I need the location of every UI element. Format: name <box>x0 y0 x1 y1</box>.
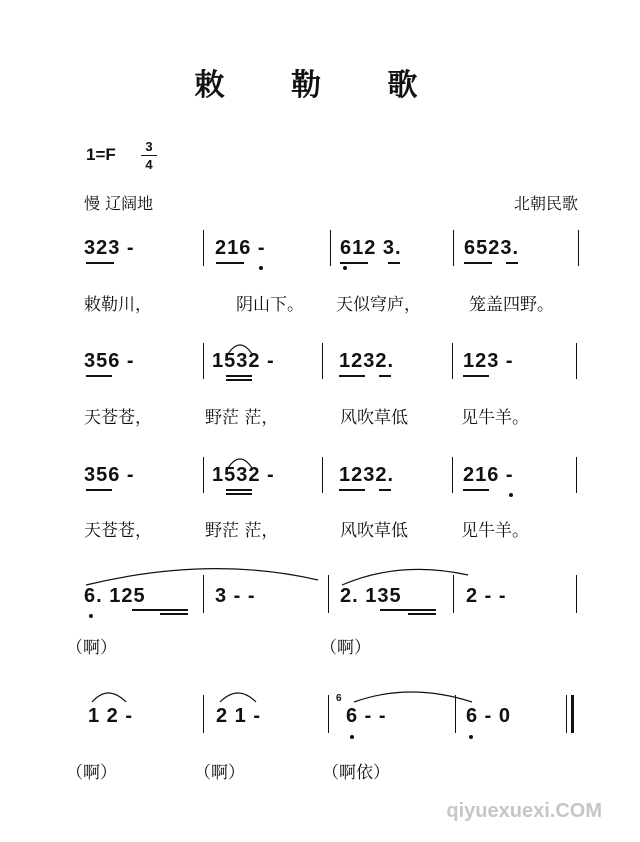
underline <box>226 489 252 491</box>
low-octave-dot <box>350 735 354 739</box>
lyric-3-4: 见牛羊。 <box>461 521 529 541</box>
measure-5-4: 6 - 0 <box>466 705 512 727</box>
time-signature <box>141 139 157 172</box>
tempo-marking: 慢 辽阔地 <box>84 194 154 213</box>
final-barline-thick <box>571 695 574 733</box>
lyric-2-1: 天苍苍， <box>84 408 152 428</box>
underline <box>388 262 400 264</box>
measure-5-3: 6 - - <box>346 705 387 727</box>
underline <box>408 613 436 615</box>
measure-2-4: 123 - <box>463 350 514 372</box>
measure-4-3: 2. 135 <box>340 585 402 607</box>
underline <box>339 489 365 491</box>
lyric-3-3: 风吹草低 <box>340 521 408 541</box>
measure-4-4: 2 - - <box>466 585 507 607</box>
slur <box>92 693 126 702</box>
song-credit: 北朝民歌 <box>513 194 578 213</box>
measure-3-1: 356 - <box>84 464 135 486</box>
grace-note: 6 <box>336 693 342 704</box>
underline <box>339 375 365 377</box>
time-signature-top: 3 <box>145 139 153 154</box>
lyric-2-4: 见牛羊。 <box>461 408 529 428</box>
low-octave-dot <box>259 266 263 270</box>
barline <box>322 343 323 379</box>
underline <box>86 489 112 491</box>
lyric-4-3: （啊） <box>320 638 371 658</box>
time-signature-bottom: 4 <box>145 157 153 172</box>
measure-2-1: 356 - <box>84 350 135 372</box>
low-octave-dot <box>89 614 93 618</box>
measure-1-1: 323 - <box>84 237 135 259</box>
underline <box>132 609 188 611</box>
barline <box>578 230 579 266</box>
barline <box>452 343 453 379</box>
measure-1-3: 612 3. <box>340 237 402 259</box>
underline <box>463 375 489 377</box>
lyric-1-4: 笼盖四野。 <box>469 295 554 315</box>
measure-1-4: 6523. <box>464 237 520 259</box>
lyric-2-3: 风吹草低 <box>340 408 408 428</box>
measure-2-2: 1532 - <box>212 350 275 372</box>
underline <box>506 262 518 264</box>
measure-3-3: 1232. <box>339 464 395 486</box>
underline <box>340 262 368 264</box>
barline <box>328 695 329 733</box>
low-octave-dot <box>343 266 347 270</box>
underline <box>226 379 252 381</box>
lyric-3-1: 天苍苍， <box>84 521 152 541</box>
barline <box>453 575 454 613</box>
low-octave-dot <box>509 493 513 497</box>
measure-5-1: 1 2 - <box>88 705 134 727</box>
underline <box>379 375 391 377</box>
lyric-5-2: （啊） <box>194 763 245 783</box>
underline <box>463 489 489 491</box>
barline <box>203 575 204 613</box>
slur <box>342 569 468 585</box>
barline <box>203 695 204 733</box>
key-signature: 1=F <box>86 145 116 164</box>
barline <box>203 230 204 266</box>
slur <box>220 693 256 702</box>
underline <box>226 493 252 495</box>
underline <box>380 609 436 611</box>
time-signature-line <box>141 155 157 156</box>
underline <box>160 613 188 615</box>
measure-3-2: 1532 - <box>212 464 275 486</box>
barline <box>330 230 331 266</box>
barline <box>322 457 323 493</box>
lyric-4-1: （啊） <box>66 638 117 658</box>
underline <box>226 375 252 377</box>
lyric-2-2: 野茫 茫， <box>205 408 279 428</box>
watermark-text: qiyuexuexi.COM <box>446 800 602 822</box>
barline <box>576 343 577 379</box>
song-title: 敕 勒 歌 <box>194 68 446 103</box>
final-barline-thin <box>566 695 567 733</box>
underline <box>464 262 492 264</box>
measure-2-3: 1232. <box>339 350 395 372</box>
lyric-5-1: （啊） <box>66 763 117 783</box>
barline <box>576 575 577 613</box>
barline <box>455 695 456 733</box>
underline <box>86 262 114 264</box>
barline <box>452 457 453 493</box>
measure-4-2: 3 - - <box>215 585 256 607</box>
lyric-1-3: 天似穹庐， <box>336 295 421 315</box>
barline <box>203 343 204 379</box>
measure-1-2: 216 - <box>215 237 266 259</box>
barline <box>576 457 577 493</box>
slur <box>86 569 318 585</box>
lyric-1-2: 阴山下。 <box>236 295 304 315</box>
lyric-3-2: 野茫 茫， <box>205 521 279 541</box>
barline <box>203 457 204 493</box>
underline <box>216 262 244 264</box>
measure-3-4: 216 - <box>463 464 514 486</box>
lyric-5-3: （啊依） <box>322 763 390 783</box>
measure-5-2: 2 1 - <box>216 705 262 727</box>
underline <box>86 375 112 377</box>
underline <box>379 489 391 491</box>
lyric-1-1: 敕勒川， <box>84 295 152 315</box>
low-octave-dot <box>469 735 473 739</box>
barline <box>328 575 329 613</box>
measure-4-1: 6. 125 <box>84 585 146 607</box>
barline <box>453 230 454 266</box>
